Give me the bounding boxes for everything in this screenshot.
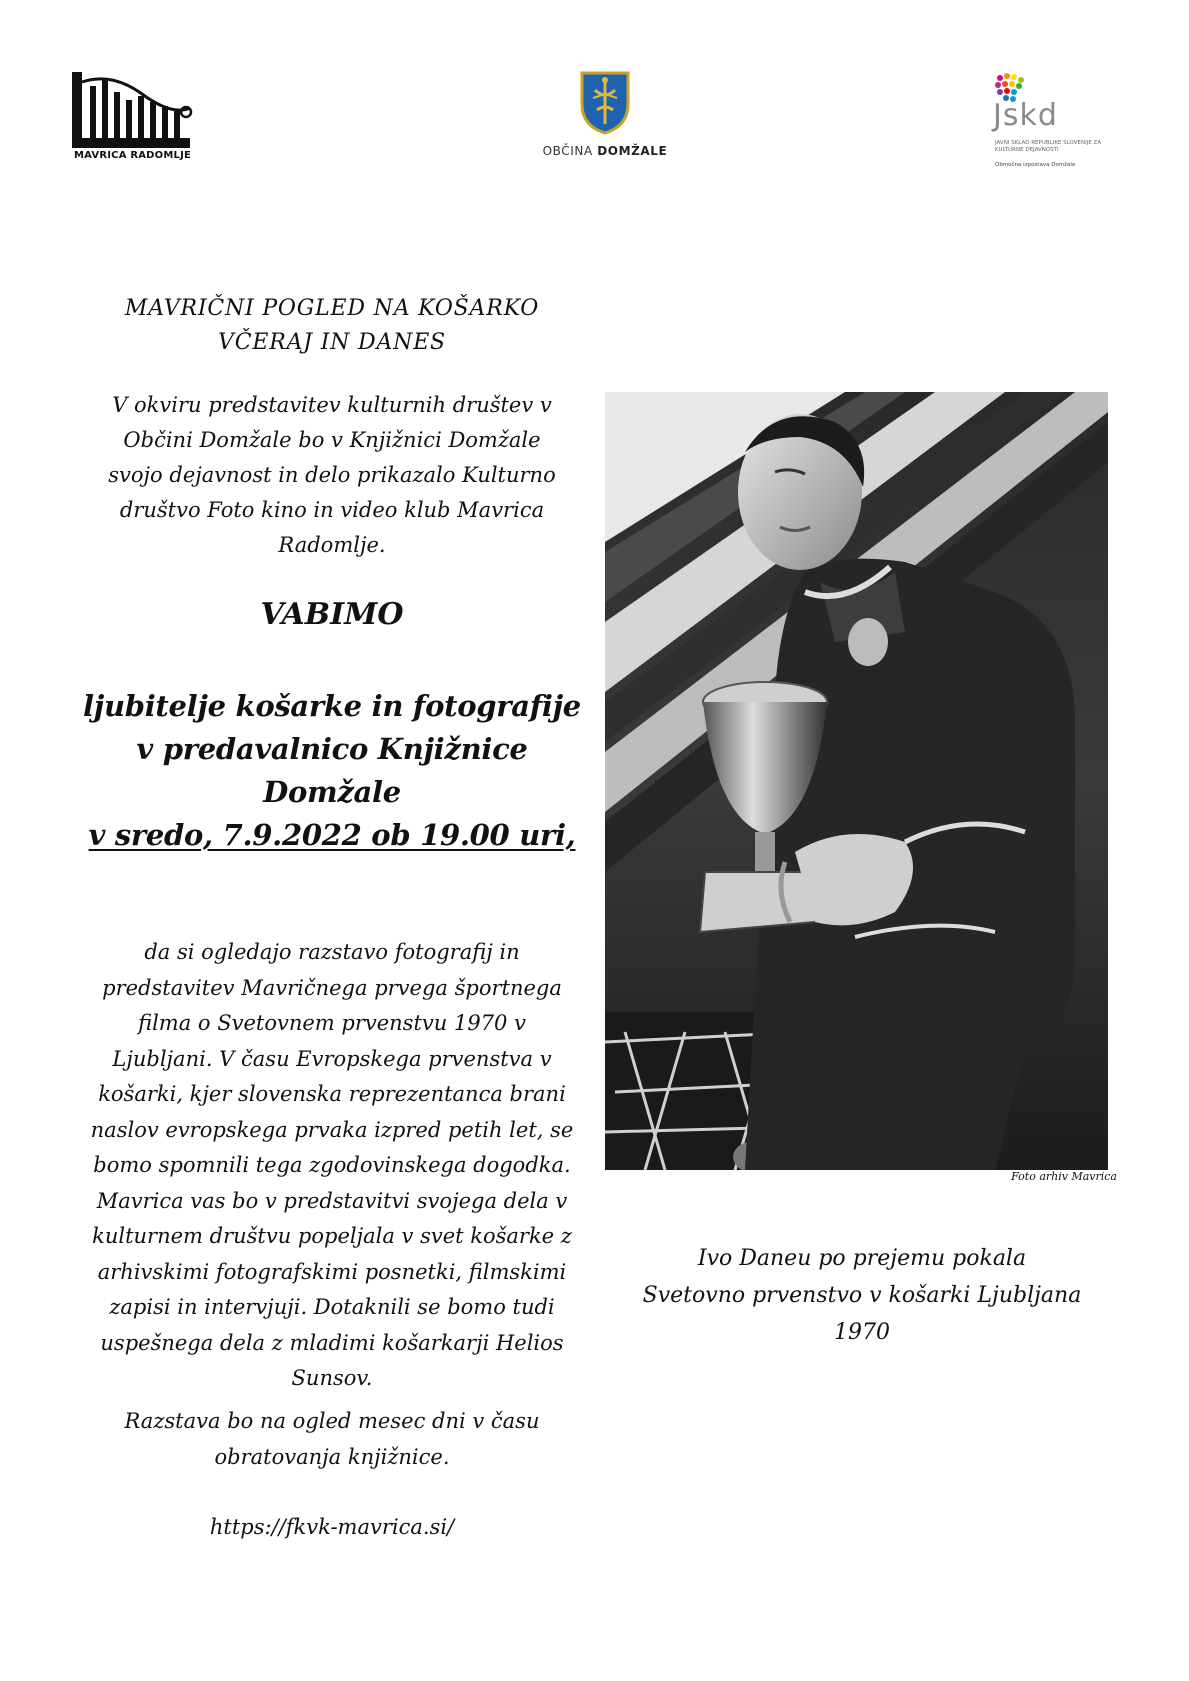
description-line: uspešnega dela z mladimi košarkarji Helios: [100, 1330, 564, 1355]
description-line: Sunsov.: [291, 1366, 373, 1390]
intro-paragraph: [76, 388, 588, 563]
invitation-line: ljubitelje košarke in fotografije: [83, 689, 581, 723]
intro-line: Občini Domžale bo v Knjižnici Domžale: [123, 428, 541, 452]
exhibition-line: Razstava bo na ogled mesec dni v času: [124, 1409, 540, 1433]
description-line: bomo spomnili tega zgodovinskega dogodka.: [93, 1153, 571, 1177]
intro-line: društvo Foto kino in video klub Mavrica: [119, 498, 545, 522]
description-line: košarki, kjer slovenska reprezentanca brani: [98, 1082, 566, 1106]
caption-line: Ivo Daneu po prejemu pokala: [697, 1246, 1027, 1271]
domzale-label-name: DOMŽALE: [597, 144, 668, 158]
description-paragraph: [76, 935, 588, 1397]
vabimo-heading: VABIMO: [260, 597, 404, 632]
description-line: da si ogledajo razstavo fotografij in: [144, 940, 520, 964]
photo-credit: Foto arhiv Mavrica: [1011, 1170, 1117, 1183]
invitation-line: Domžale: [263, 775, 401, 809]
obcina-domzale-logo: [520, 70, 690, 170]
description-line: Mavrica vas bo v predstavitvi svojega dela v: [96, 1188, 568, 1213]
intro-line: Radomlje.: [278, 533, 386, 557]
mavrica-film-logo-icon: [72, 72, 200, 148]
caption-line: Svetovno prvenstvo v košarki Ljubljana: [642, 1283, 1082, 1308]
domzale-logo-label: [520, 144, 690, 158]
description-line: naslov evropskega prvaka izpred petih let, se: [90, 1117, 574, 1142]
intro-line: V okviru predstavitev kulturnih društev v: [112, 393, 552, 417]
domzale-label-prefix: OBČINA: [542, 144, 598, 158]
mavrica-logo-label: MAVRICA RADOMLJE: [74, 150, 192, 161]
description-line: filma o Svetovnem prvenstvu 1970 v: [138, 1011, 526, 1035]
mavrica-radomlje-logo: [72, 72, 200, 172]
description-line: Ljubljani. V času Evropskega prvenstva v: [112, 1046, 552, 1071]
domzale-coat-of-arms-icon: [579, 70, 631, 136]
event-date: v sredo, 7.9.2022 ob 19.00 uri,: [88, 818, 576, 852]
jskd-wordmark: Jskd: [993, 98, 1058, 133]
description-line: zapisi in intervjuji. Dotaknili se bomo tudi: [109, 1295, 555, 1319]
jskd-subtitle: JAVNI SKLAD REPUBLIKE SLOVENIJE ZA KULTURNE DEJAVNOSTI: [995, 140, 1102, 153]
invitation-block: [76, 685, 588, 857]
archive-photo: [605, 392, 1108, 1170]
description-line: arhivskimi fotografskimi posnetki, filmskimi: [97, 1259, 567, 1284]
jskd-logo: [993, 72, 1133, 182]
invitation-line: v predavalnico Knjižnice: [136, 732, 528, 766]
description-line: predstavitev Mavričnega prvega športnega: [102, 975, 562, 1000]
exhibition-note: [76, 1404, 588, 1475]
website-link[interactable]: https://fkvk-mavrica.si/: [209, 1515, 455, 1539]
intro-line: svojo dejavnost in delo prikazalo Kulturno: [108, 463, 556, 487]
event-title: [76, 292, 588, 360]
jskd-branch: Območna izpostava Domžale: [995, 162, 1076, 168]
photo-caption: [622, 1240, 1102, 1351]
description-line: kulturnem društvu popeljala v svet košarke z: [92, 1224, 572, 1248]
event-title-line: VČERAJ IN DANES: [218, 330, 446, 355]
exhibition-line: obratovanja knjižnice.: [214, 1444, 450, 1469]
event-title-line: MAVRIČNI POGLED NA KOŠARKO: [124, 296, 540, 321]
caption-line: 1970: [834, 1320, 890, 1345]
trophy-player-photo: [605, 392, 1108, 1170]
